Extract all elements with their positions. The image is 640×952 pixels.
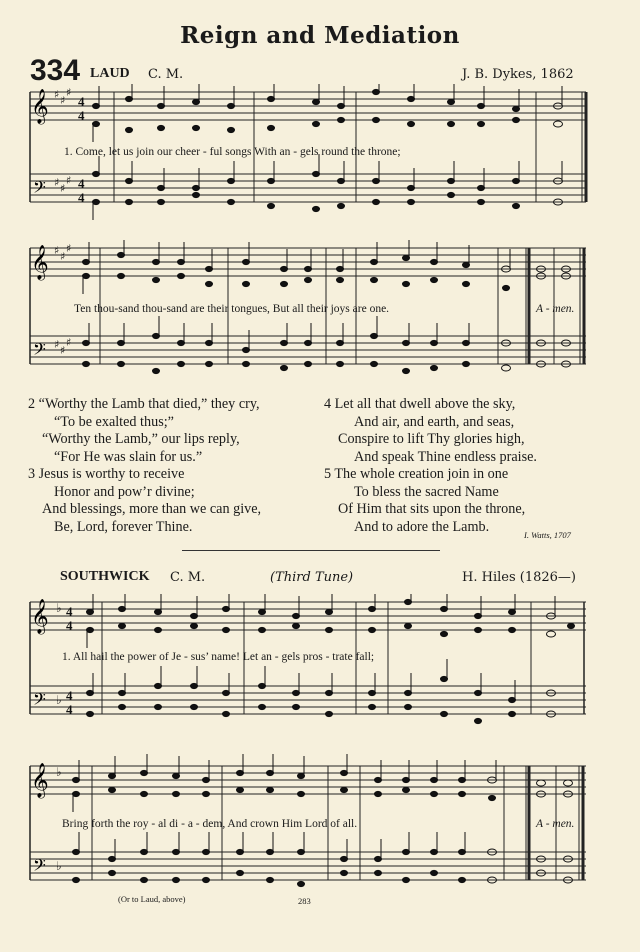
svg-text:𝄞: 𝄞 — [31, 89, 49, 124]
svg-text:𝄞: 𝄞 — [31, 599, 49, 634]
svg-text:♯: ♯ — [60, 250, 66, 263]
tune-name-laud: LAUD — [90, 66, 130, 81]
svg-text:𝄞: 𝄞 — [31, 763, 49, 798]
svg-text:♯: ♯ — [66, 336, 72, 349]
music-system-southwick-1 — [26, 594, 596, 734]
svg-text:♯: ♯ — [54, 88, 60, 101]
svg-text:𝄢: 𝄢 — [33, 177, 46, 201]
svg-text:4: 4 — [66, 618, 73, 633]
svg-text:𝄞: 𝄞 — [31, 245, 49, 280]
svg-text:4: 4 — [78, 94, 85, 109]
svg-text:𝄢: 𝄢 — [33, 855, 46, 879]
text-author: I. Watts, 1707 — [524, 530, 571, 540]
svg-text:♯: ♯ — [66, 174, 72, 187]
lyrics-southwick-line1: 1. All hail the power of Je - sus’ name! Let an - gels pros - trate fall; — [62, 651, 375, 663]
svg-text:♯: ♯ — [60, 94, 66, 107]
svg-text:𝄢: 𝄢 — [33, 689, 46, 713]
svg-text:♯: ♯ — [54, 244, 60, 257]
page-number: 283 — [298, 896, 311, 906]
verse-4: 4 Let all that dwell above the sky, And air, and earth, and seas, Conspire to lift Thy glories high, And speak Thine endless praise. — [324, 396, 537, 465]
composer-laud: J. B. Dykes, 1862 — [462, 67, 574, 82]
divider — [182, 550, 440, 551]
svg-text:♭: ♭ — [56, 601, 62, 615]
section-title: Reign and Mediation — [180, 22, 460, 49]
svg-text:♯: ♯ — [66, 242, 72, 255]
svg-text:♯: ♯ — [60, 344, 66, 357]
lyrics-southwick-line2: Bring forth the roy - al di - a - dem, And crown Him Lord of all. — [62, 818, 358, 830]
svg-text:4: 4 — [66, 688, 73, 703]
amen-laud: A - men. — [536, 303, 575, 315]
verse-3: 3 Jesus is worthy to receive Honor and pow’r divine; And blessings, more than we can give, Be, Lord, forever Thine. — [28, 466, 262, 535]
svg-text:♭: ♭ — [56, 693, 62, 707]
lyrics-laud-line2: Ten thou-sand thou-sand are their tongues, But all their joys are one. — [74, 303, 390, 315]
meter-southwick: C. M. — [170, 570, 206, 585]
composer-southwick: H. Hiles (1826—) — [462, 570, 576, 585]
svg-text:4: 4 — [78, 190, 85, 205]
svg-text:♯: ♯ — [66, 86, 72, 99]
hymn-number: 334 — [30, 54, 81, 87]
svg-text:4: 4 — [78, 176, 85, 191]
amen-southwick: A - men. — [536, 818, 575, 830]
meter-laud: C. M. — [148, 67, 184, 82]
svg-text:4: 4 — [78, 108, 85, 123]
svg-text:♯: ♯ — [60, 182, 66, 195]
verse-2: 2 “Worthy the Lamb that died,” they cry, “To be exalted thus;” “Worthy the Lamb,” our lips reply, “For He was slain for us.” — [28, 396, 260, 465]
svg-text:4: 4 — [66, 604, 73, 619]
tune-name-southwick: SOUTHWICK — [60, 569, 150, 584]
svg-text:4: 4 — [66, 702, 73, 717]
svg-text:𝄢: 𝄢 — [33, 339, 46, 363]
subtitle-southwick: (Third Tune) — [270, 570, 354, 585]
svg-text:♯: ♯ — [54, 338, 60, 351]
svg-text:♯: ♯ — [54, 176, 60, 189]
lyrics-laud-line1: 1. Come, let us join our cheer - ful songs With an - gels round the throne; — [64, 146, 401, 158]
svg-text:♭: ♭ — [56, 859, 62, 873]
alt-tune-note: (Or to Laud, above) — [118, 894, 186, 904]
svg-text:♭: ♭ — [56, 765, 62, 779]
verse-5: 5 The whole creation join in one To bless the sacred Name Of Him that sits upon the throne, And to adore the Lamb. — [324, 466, 526, 535]
